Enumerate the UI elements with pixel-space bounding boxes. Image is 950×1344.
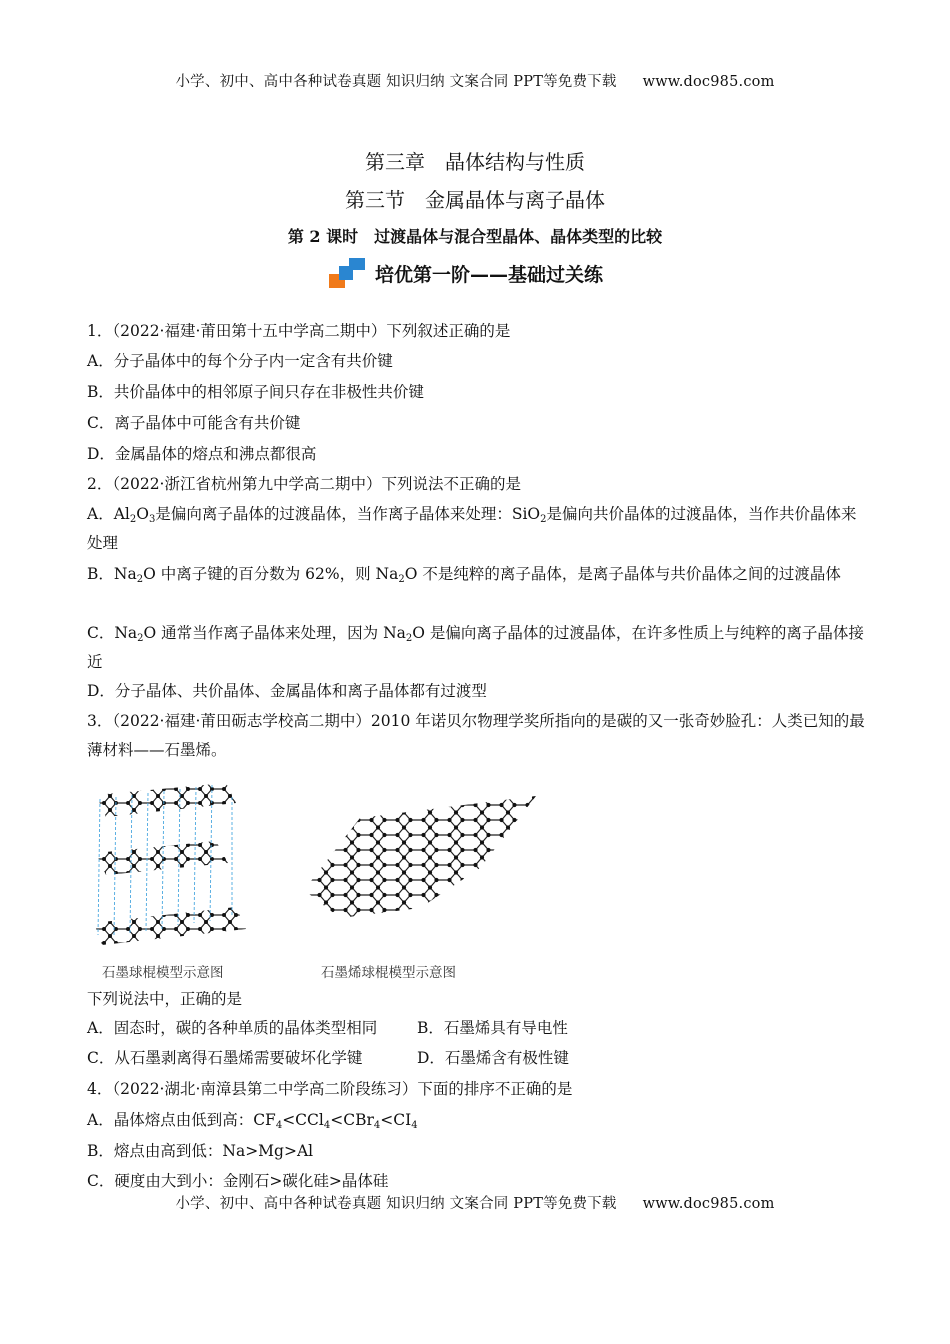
q1-stem: 1．（2022·福建·莆田第十五中学高二期中）下列叙述正确的是 <box>87 322 511 340</box>
header-url[interactable]: www.doc985.com <box>642 74 775 90</box>
q3-option-d: D．石墨烯含有极性键 <box>417 1049 569 1067</box>
q2-option-b: B．$Na_2O$ 中离子键的百分数为 62%，则 $Na_2O$ 不是纯粹的离子晶体，是离子晶体与共价晶体之间的过渡晶体 <box>87 565 841 585</box>
page-header <box>0 70 950 91</box>
q3-prompt: 下列说法中，正确的是 <box>87 990 243 1008</box>
q1-option-c: C．离子晶体中可能含有共价键 <box>87 414 301 432</box>
graphene-model-figure <box>300 790 540 925</box>
q2-option-a: A．$Al_2O_3$是偏向离子晶体的过渡晶体，当作离子晶体来处理：SiO$_2$是偏向共价晶体的过渡晶体，当作共价晶体来处理 <box>87 505 857 552</box>
footer-url[interactable]: www.doc985.com <box>642 1196 775 1212</box>
q4-option-c: C．硬度由大到小：金刚石>碳化硅>晶体硅 <box>87 1172 389 1190</box>
q1-option-d: D．金属晶体的熔点和沸点都很高 <box>87 445 317 463</box>
lesson-title: 第 2 课时 过渡晶体与混合型晶体、晶体类型的比较 <box>287 227 663 246</box>
q1-option-b: B．共价晶体中的相邻原子间只存在非极性共价键 <box>87 383 424 401</box>
q3-option-b: B．石墨烯具有导电性 <box>417 1019 568 1037</box>
chapter-title: 第三章 晶体结构与性质 <box>365 150 585 174</box>
q2-stem: 2．（2022·浙江省杭州第九中学高二期中）下列说法不正确的是 <box>87 475 521 493</box>
q1-option-a: A．分子晶体中的每个分子内一定含有共价键 <box>87 352 393 370</box>
graphite-model-figure <box>86 775 256 955</box>
level-banner <box>329 258 603 288</box>
q4-stem: 4．（2022·湖北·南漳县第二中学高二阶段练习）下面的排序不正确的是 <box>87 1080 573 1098</box>
fig2-caption: 石墨烯球棍模型示意图 <box>321 965 456 981</box>
q3-option-a: A．固态时，碳的各种单质的晶体类型相同 <box>87 1019 378 1037</box>
section-title: 第三节 金属晶体与离子晶体 <box>345 188 605 212</box>
q4-option-b: B．熔点由高到低：Na>Mg>Al <box>87 1142 314 1160</box>
banner-label: 培优第一阶——基础过关练 <box>375 263 604 286</box>
header-text: 小学、初中、高中各种试卷真题 知识归纳 文案合同 PPT等免费下载 <box>175 74 617 90</box>
q2-option-d: D．分子晶体、共价晶体、金属晶体和离子晶体都有过渡型 <box>87 682 487 700</box>
footer-text: 小学、初中、高中各种试卷真题 知识归纳 文案合同 PPT等免费下载 <box>175 1196 617 1212</box>
q3-option-c: C．从石墨剥离得石墨烯需要破坏化学键 <box>87 1049 363 1067</box>
page-footer <box>0 1192 950 1213</box>
q4-option-a: A．晶体熔点由低到高：$CF_4<CCl_4<CBr_4<CI_4$ <box>87 1111 418 1131</box>
fig1-caption: 石墨球棍模型示意图 <box>102 965 224 981</box>
q3-stem: 3．（2022·福建·莆田砺志学校高二期中）2010 年诺贝尔物理学奖所指向的是碳的又一张奇妙脸孔：人类已知的最薄材料——石墨烯。 <box>87 712 865 759</box>
steps-icon <box>329 258 369 288</box>
q2-option-c: C．$Na_2O$ 通常当作离子晶体来处理，因为 $Na_2O$ 是偏向离子晶体的过渡晶体，在许多性质上与纯粹的离子晶体接近 <box>87 624 864 671</box>
